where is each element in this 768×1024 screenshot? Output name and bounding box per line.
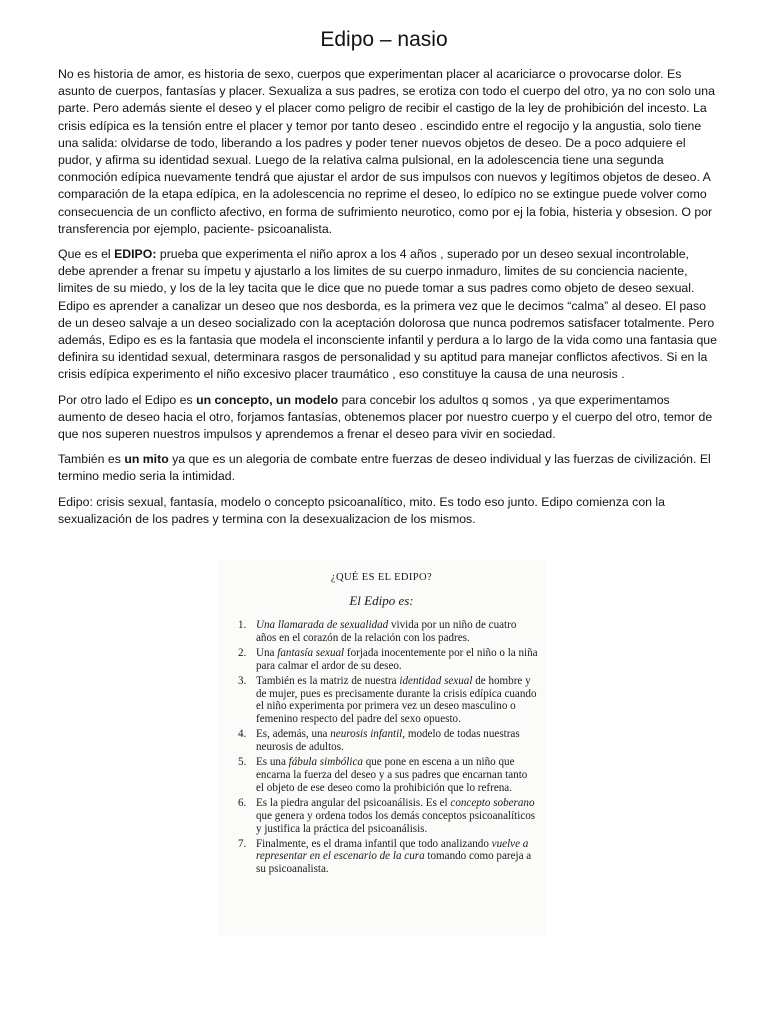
list-number: 4. xyxy=(238,728,247,741)
text-run: Es la piedra angular del psicoanálisis. Es el xyxy=(256,796,451,809)
text-run: Por otro lado el Edipo es xyxy=(58,392,197,407)
text-run: Es, además, una xyxy=(256,728,331,741)
paragraph xyxy=(58,246,718,384)
list-number: 2. xyxy=(238,646,247,659)
text-run: Que es el xyxy=(58,247,115,262)
text-run: forjada inocentemente por el niño o la niña para calmar el ardor de su deseo. xyxy=(256,646,538,672)
paragraph xyxy=(58,66,718,238)
scanned-book-excerpt xyxy=(218,560,545,936)
text-run: prueba que experimenta el niño aprox a los 4 años , superado por un deseo sexual incontrolable, debe aprender a frenar su ímpetu y ajustarlo a los limites de su cuerpo inmaduro, limites de su conciencia naciente, limites de su miedo, y los de la ley tacita que le dice que no puede tomar a sus padres como objeto de deseo sexual. Edipo es aprender a canalizar un deseo que nos desborda, es la primera vez que le decimos “calma” al deseo. El paso de un deseo salvaje a un deseo socializado con la aceptación dolorosa que nunca podremos satisfacer totalmente. Pero además, Edipo es es la fantasia que modela el inconsciente infantil y perdura a lo largo de la vida como una fantasia que definira su identidad sexual, determinara rasgos de personalidad y su aptitud para manejar conflictos afectivos. Si en la crisis edípica experimento el niño excesivo placer traumático , eso constituye la causa de una neurosis . xyxy=(58,247,717,382)
italic-phrase: identidad sexual xyxy=(399,674,473,687)
text-run: para concebir los adultos q somos , ya que experimentamos aumento de deseo hacia el otro, forjamos fantasías, obtenemos placer por nuestro cuerpo y el cuerpo del otro, temor de que nos superen nuestros impulsos y aprendemos a frenar el deseo para vivir en sociedad. xyxy=(58,392,713,442)
list-item xyxy=(238,675,538,727)
text-run: , modelo de todas nuestras neurosis de adultos. xyxy=(256,728,520,754)
list-number: 1. xyxy=(238,619,247,631)
text-run: También es la matriz de nuestra xyxy=(256,674,400,687)
bold-phrase: un mito xyxy=(124,452,169,467)
excerpt-subheading: El Edipo es: xyxy=(349,593,414,608)
text-run: de hombre y de mujer, pues es precisamente durante la crisis edípica cuando el niño experimenta por primera vez un deseo masculino o femenino respecto del padre del sexo opuesto. xyxy=(256,674,537,726)
text-run: No es historia de amor, es historia de sexo, cuerpos que experimentan placer al acariciarce o provocarse dolor. Es asunto de cuerpos, fantasías y placer. Sexualiza a sus padres, se erotiza con todo el cuerpo del otro, ya no con solo una parte. Pero además siente el deseo y el placer como peligro de recibir el castigo de la ley de prohibición del incesto. La crisis edípica es la tensión entre el placer y temor por tanto deseo . escindido entre el regocijo y la angustia, solo tiene una salida: olvidarse de todo, liberando a los padres y poder tener nuevos objetos de deseo. De a poco adquiere el pudor, y afirma su identidad sexual. Luego de la relativa calma pulsional, en la adolescencia tiene una segunda conmoción edípica nuevamente tendrá que ajustar el ardor de sus impulsos con nuevos y legítimos objetos de deseo. A comparación de la etapa edípica, en la adolescencia no reprime el deseo, lo edípico no se extingue puede volver como consecuencia de un conflicto afectivo, en forma de sufrimiento neurotico, como por ej la fobia, histeria y obsesion. O por transferencia por ejemplo, paciente- psicoanalista. xyxy=(58,67,715,236)
text-run: que genera y ordena todos los demás conceptos psicoanalíticos y justifica la práctica del psicoanálisis. xyxy=(256,809,536,835)
body-text xyxy=(58,66,718,536)
italic-phrase: Una llamarada de sexualidad xyxy=(256,619,389,631)
excerpt-heading: ¿QUÉ ES EL EDIPO? xyxy=(330,572,433,583)
list-item xyxy=(238,756,538,795)
italic-phrase: vuelve a representar en el escenario de la cura xyxy=(256,837,529,863)
paragraph xyxy=(58,451,718,485)
paragraph xyxy=(58,494,718,528)
paragraph xyxy=(58,392,718,444)
text-run: También es xyxy=(58,452,125,467)
italic-phrase: fantasía sexual xyxy=(277,646,345,659)
italic-phrase: concepto soberano xyxy=(450,796,535,809)
list-item xyxy=(238,797,538,836)
text-run: Es una xyxy=(256,756,289,769)
text-run: ya que es un alegoria de combate entre fuerzas de deseo individual y las fuerzas de civilización. El termino medio seria la intimidad. xyxy=(58,452,711,484)
list-item xyxy=(238,728,538,754)
text-run: tomando como pareja a su psicoanalista. xyxy=(256,850,532,876)
list-number: 7. xyxy=(238,837,247,850)
text-run: Edipo: crisis sexual, fantasía, modelo o concepto psicoanalítico, mito. Es todo eso junto. Edipo comienza con la sexualización de los padres y termina con la desexualizacion de los mismos. xyxy=(58,494,665,526)
italic-phrase: neurosis infantil xyxy=(330,728,403,741)
list-number: 3. xyxy=(238,674,247,687)
document-title: Edipo – nasio xyxy=(320,28,448,51)
list-number: 6. xyxy=(238,796,247,809)
excerpt-list xyxy=(238,619,538,876)
list-item xyxy=(238,619,538,645)
text-run: vivida por un niño de cuatro años en el corazón de la relación con los padres. xyxy=(256,619,517,644)
list-item xyxy=(238,838,538,877)
bold-phrase: EDIPO: xyxy=(114,247,157,262)
text-run: Una xyxy=(256,646,278,659)
list-number: 5. xyxy=(238,756,247,769)
italic-phrase: fábula simbólica xyxy=(288,756,363,769)
text-run: Finalmente, es el drama infantil que todo analizando xyxy=(256,837,492,850)
bold-phrase: un concepto, un modelo xyxy=(196,392,339,407)
list-item xyxy=(238,647,538,673)
text-run: que pone en escena a un niño que encarna la fuerza del deseo y a sus padres que encarnan tanto el objeto de ese deseo como la prohibición que lo refrena. xyxy=(256,756,528,794)
